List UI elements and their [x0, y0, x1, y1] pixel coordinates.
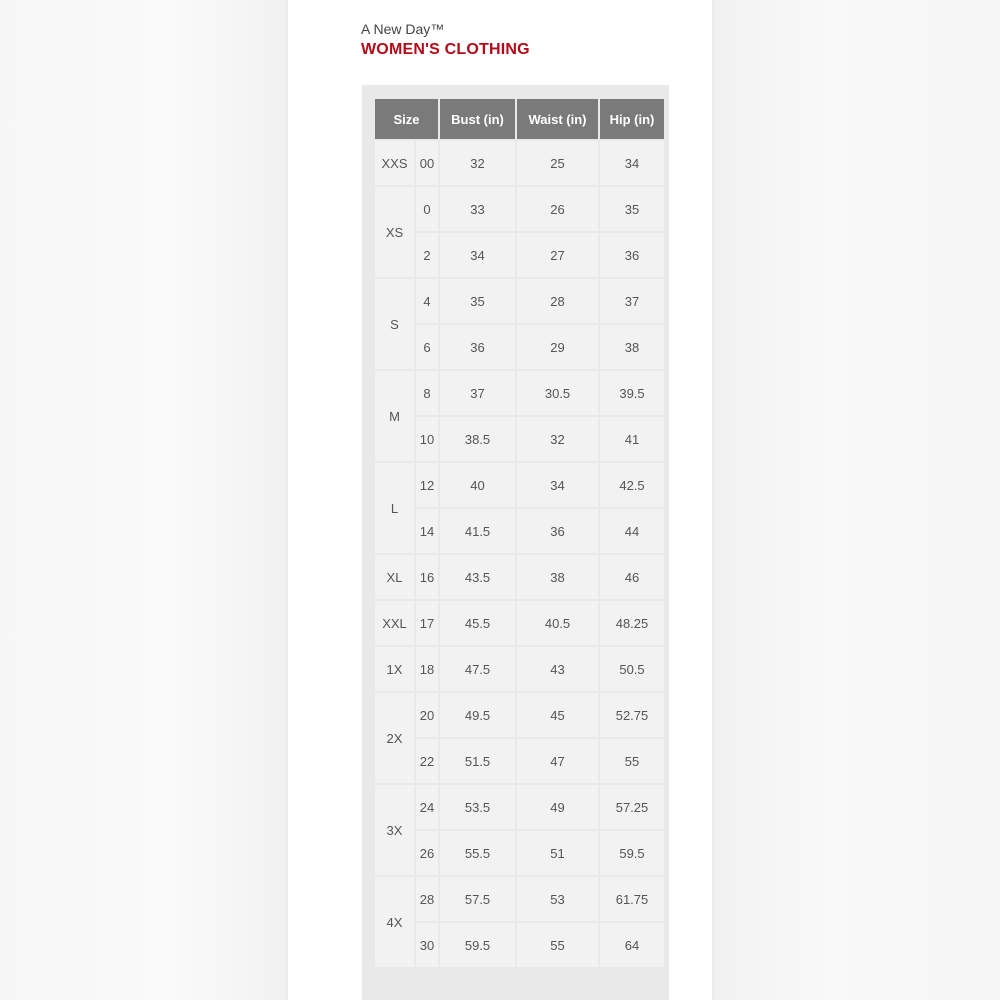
- waist-value: 34: [517, 463, 598, 507]
- size-number: 14: [416, 509, 438, 553]
- size-number: 12: [416, 463, 438, 507]
- table-row: [375, 279, 664, 323]
- waist-value: 49: [517, 785, 598, 829]
- table-row: [375, 647, 664, 691]
- bust-value: 35: [440, 279, 515, 323]
- bust-value: 33: [440, 187, 515, 231]
- waist-value: 30.5: [517, 371, 598, 415]
- waist-value: 51: [517, 831, 598, 875]
- waist-value: 38: [517, 555, 598, 599]
- bust-value: 36: [440, 325, 515, 369]
- waist-value: 45: [517, 693, 598, 737]
- hip-value: 52.75: [600, 693, 664, 737]
- size-number: 0: [416, 187, 438, 231]
- waist-value: 29: [517, 325, 598, 369]
- header-waist: Waist (in): [517, 99, 598, 139]
- table-row: [375, 601, 664, 645]
- size-number: 00: [416, 141, 438, 185]
- bust-value: 43.5: [440, 555, 515, 599]
- hip-value: 41: [600, 417, 664, 461]
- size-number: 10: [416, 417, 438, 461]
- waist-value: 28: [517, 279, 598, 323]
- hip-value: 61.75: [600, 877, 664, 921]
- size-number: 4: [416, 279, 438, 323]
- size-chart-table: [373, 97, 666, 969]
- hip-value: 48.25: [600, 601, 664, 645]
- size-chart-panel: [362, 85, 669, 1000]
- table-row: [375, 509, 664, 553]
- waist-value: 36: [517, 509, 598, 553]
- hip-value: 35: [600, 187, 664, 231]
- size-label: XL: [375, 555, 414, 599]
- table-body: [375, 141, 664, 967]
- bust-value: 47.5: [440, 647, 515, 691]
- bust-value: 45.5: [440, 601, 515, 645]
- hip-value: 42.5: [600, 463, 664, 507]
- table-row: [375, 555, 664, 599]
- bust-value: 53.5: [440, 785, 515, 829]
- table-row: [375, 371, 664, 415]
- hip-value: 44: [600, 509, 664, 553]
- page-title: WOMEN'S CLOTHING: [361, 41, 530, 58]
- header-bust: Bust (in): [440, 99, 515, 139]
- hip-value: 55: [600, 739, 664, 783]
- table-row: [375, 325, 664, 369]
- hip-value: 39.5: [600, 371, 664, 415]
- bust-value: 32: [440, 141, 515, 185]
- hip-value: 59.5: [600, 831, 664, 875]
- bust-value: 49.5: [440, 693, 515, 737]
- waist-value: 47: [517, 739, 598, 783]
- size-label: 1X: [375, 647, 414, 691]
- waist-value: 26: [517, 187, 598, 231]
- hip-value: 50.5: [600, 647, 664, 691]
- size-number: 24: [416, 785, 438, 829]
- table-row: [375, 141, 664, 185]
- hip-value: 34: [600, 141, 664, 185]
- bust-value: 41.5: [440, 509, 515, 553]
- size-chart-page: [288, 0, 712, 1000]
- size-number: 30: [416, 923, 438, 967]
- bust-value: 40: [440, 463, 515, 507]
- hip-value: 36: [600, 233, 664, 277]
- hip-value: 64: [600, 923, 664, 967]
- size-label: 4X: [375, 877, 414, 967]
- bust-value: 38.5: [440, 417, 515, 461]
- table-row: [375, 417, 664, 461]
- size-number: 8: [416, 371, 438, 415]
- bust-value: 37: [440, 371, 515, 415]
- bust-value: 34: [440, 233, 515, 277]
- hip-value: 37: [600, 279, 664, 323]
- bust-value: 57.5: [440, 877, 515, 921]
- background-right: [712, 0, 1000, 1000]
- waist-value: 27: [517, 233, 598, 277]
- size-number: 2: [416, 233, 438, 277]
- size-label: XXS: [375, 141, 414, 185]
- waist-value: 40.5: [517, 601, 598, 645]
- hip-value: 38: [600, 325, 664, 369]
- header-size: Size: [375, 99, 438, 139]
- waist-value: 25: [517, 141, 598, 185]
- table-row: [375, 785, 664, 829]
- size-number: 18: [416, 647, 438, 691]
- bust-value: 51.5: [440, 739, 515, 783]
- waist-value: 43: [517, 647, 598, 691]
- size-label: XS: [375, 187, 414, 277]
- hip-value: 46: [600, 555, 664, 599]
- size-label: 2X: [375, 693, 414, 783]
- size-number: 26: [416, 831, 438, 875]
- size-label: 3X: [375, 785, 414, 875]
- bust-value: 59.5: [440, 923, 515, 967]
- size-label: M: [375, 371, 414, 461]
- size-number: 6: [416, 325, 438, 369]
- header-hip: Hip (in): [600, 99, 664, 139]
- size-number: 20: [416, 693, 438, 737]
- table-row: [375, 693, 664, 737]
- table-row: [375, 233, 664, 277]
- bust-value: 55.5: [440, 831, 515, 875]
- waist-value: 53: [517, 877, 598, 921]
- waist-value: 55: [517, 923, 598, 967]
- size-label: L: [375, 463, 414, 553]
- size-number: 22: [416, 739, 438, 783]
- table-header-row: [375, 99, 664, 139]
- size-label: S: [375, 279, 414, 369]
- hip-value: 57.25: [600, 785, 664, 829]
- table-row: [375, 831, 664, 875]
- size-number: 17: [416, 601, 438, 645]
- table-row: [375, 923, 664, 967]
- table-row: [375, 877, 664, 921]
- table-row: [375, 739, 664, 783]
- brand-name: A New Day™: [361, 21, 445, 37]
- waist-value: 32: [517, 417, 598, 461]
- size-number: 28: [416, 877, 438, 921]
- table-row: [375, 463, 664, 507]
- size-number: 16: [416, 555, 438, 599]
- size-label: XXL: [375, 601, 414, 645]
- table-row: [375, 187, 664, 231]
- background-left: [0, 0, 290, 1000]
